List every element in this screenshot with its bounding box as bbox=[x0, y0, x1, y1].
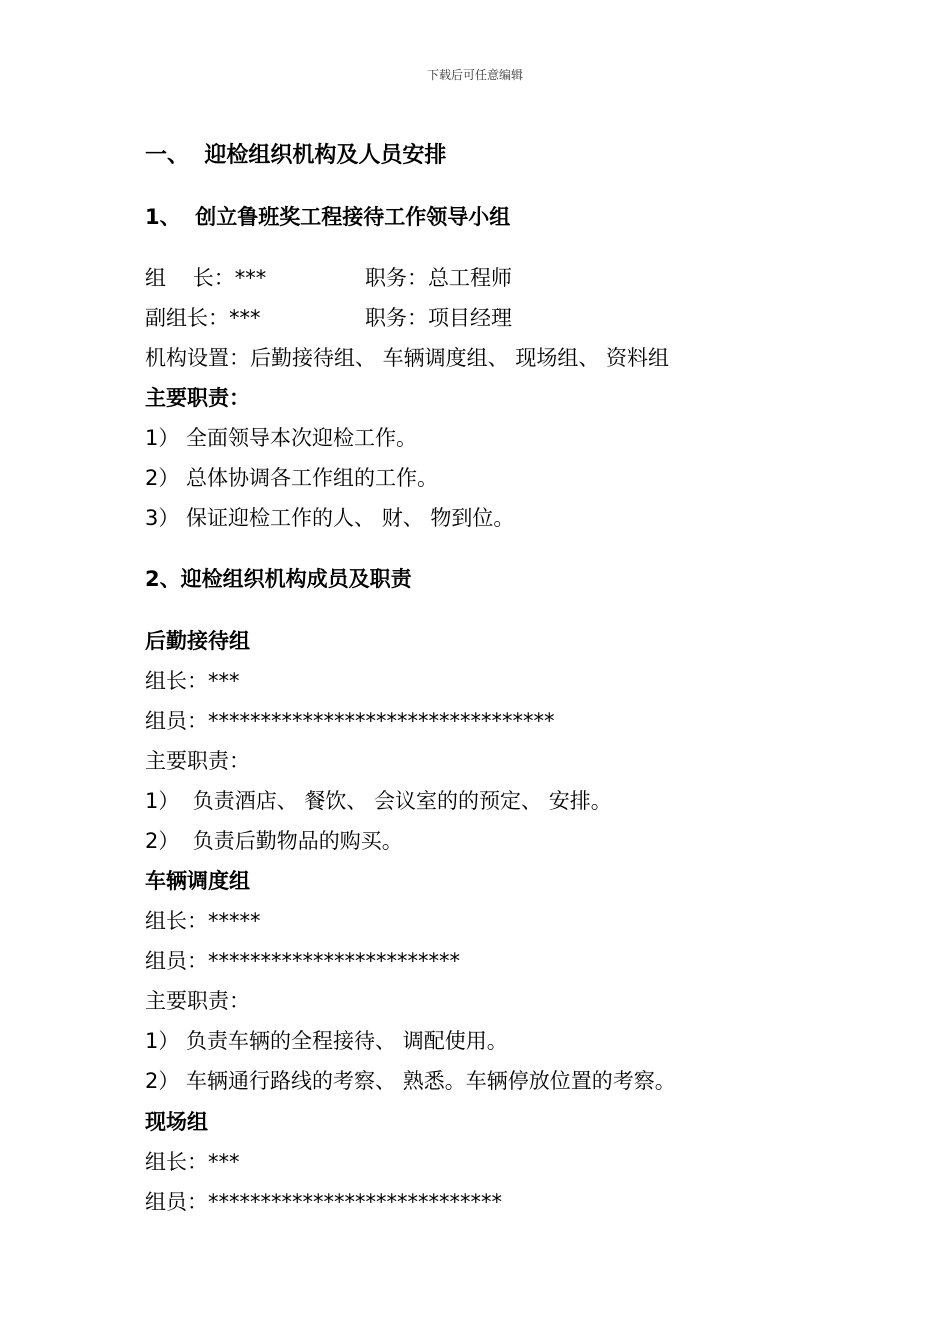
group-duty-heading: 主要职责： bbox=[145, 749, 250, 773]
leader-duty: 职务：总工程师 bbox=[365, 266, 512, 290]
vice-leader-duty: 职务：项目经理 bbox=[365, 306, 512, 330]
org-setup: 机构设置：后勤接待组、 车辆调度组、 现场组、 资料组 bbox=[145, 346, 670, 370]
group-duty-heading: 主要职责： bbox=[145, 989, 250, 1013]
group-name-logistics: 后勤接待组 bbox=[145, 629, 250, 653]
group-duty-item: 2） 车辆通行路线的考察、 熟悉。车辆停放位置的考察。 bbox=[145, 1069, 676, 1093]
duty-item: 2） 总体协调各工作组的工作。 bbox=[145, 466, 439, 490]
section-2-title: 2、迎检组织机构成员及职责 bbox=[145, 567, 412, 591]
group-duty-item: 1） 负责车辆的全程接待、 调配使用。 bbox=[145, 1029, 508, 1053]
group-leader: 组长：***** bbox=[145, 909, 261, 933]
duty-item: 3） 保证迎检工作的人、 财、 物到位。 bbox=[145, 506, 515, 530]
duty-heading: 主要职责： bbox=[145, 386, 250, 410]
group-leader: 组长：*** bbox=[145, 1150, 240, 1174]
group-name-site: 现场组 bbox=[145, 1110, 208, 1134]
page-header-note: 下载后可任意编辑 bbox=[426, 68, 523, 82]
group-duty-item: 1） 负责酒店、 餐饮、 会议室的的预定、 安排。 bbox=[145, 789, 612, 813]
group-members: 组员：************************ bbox=[145, 949, 460, 973]
group-duty-item: 2） 负责后勤物品的购买。 bbox=[145, 829, 403, 853]
duty-item: 1） 全面领导本次迎检工作。 bbox=[145, 426, 418, 450]
subsection-1-title: 1、 创立鲁班奖工程接待工作领导小组 bbox=[145, 205, 511, 229]
leader-label: 组 长：*** bbox=[145, 266, 267, 290]
group-members: 组员：********************************* bbox=[145, 709, 555, 733]
group-members: 组员：**************************** bbox=[145, 1190, 502, 1214]
vice-leader-label: 副组长：*** bbox=[145, 306, 261, 330]
group-leader: 组长：*** bbox=[145, 669, 240, 693]
section-1-title: 一、 迎检组织机构及人员安排 bbox=[145, 143, 447, 168]
group-name-vehicle: 车辆调度组 bbox=[145, 869, 250, 893]
